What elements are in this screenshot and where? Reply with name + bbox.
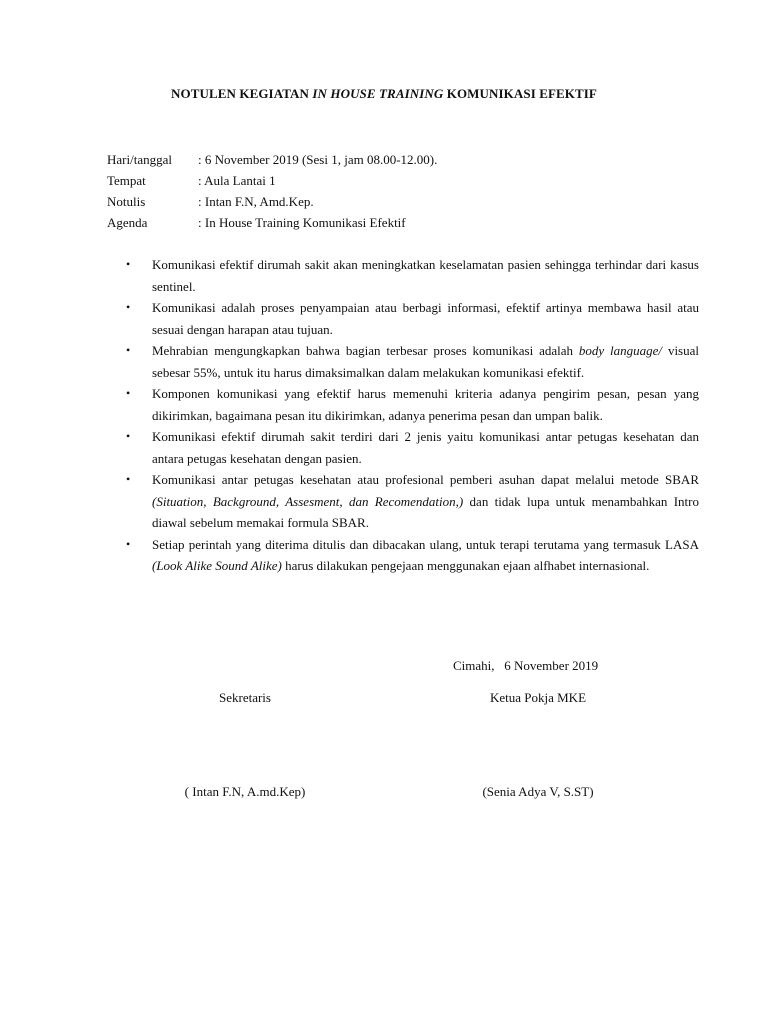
text-run: harus dilakukan pengejaan menggunakan ejaan alfhabet internasional.: [281, 558, 650, 573]
title-part-1: NOTULEN KEGIATAN: [171, 86, 313, 101]
text-run: Komunikasi adalah proses penyampaian atau berbagi informasi, efektif artinya membawa hasil atau sesuai dengan harapan atau tujuan.: [152, 300, 699, 337]
list-item: [126, 254, 699, 297]
list-item-text: [152, 472, 699, 530]
meta-value: : Aula Lantai 1: [198, 173, 276, 188]
chair-name: (Senia Adya V, S.ST): [482, 784, 594, 799]
text-run: Komunikasi efektif dirumah sakit akan meningkatkan keselamatan pasien sehingga terhindar dari kasus sentinel.: [152, 257, 699, 294]
list-item-text: [152, 386, 699, 423]
notes-list: [126, 254, 699, 577]
list-item: [126, 534, 699, 577]
italic-run: body language/: [578, 343, 663, 358]
text-run: Komunikasi antar petugas kesehatan atau profesional pemberi asuhan dapat melalui metode SBAR: [152, 472, 699, 487]
bullet-icon: •: [126, 536, 131, 551]
chair-title: Ketua Pokja MKE: [489, 690, 587, 705]
italic-run: (Look Alike Sound Alike): [152, 558, 282, 573]
text-run: Komponen komunikasi yang efektif harus memenuhi kriteria adanya pengirim pesan, pesan yang dikirimkan, bagaimana pesan itu dikirimkan, adanya penerima pesan dan umpan balik.: [152, 386, 699, 423]
bullet-icon: •: [126, 472, 131, 486]
text-run: visual sebesar 55%, untuk itu harus dimaksimalkan dalam melakukan komunikasi efektif.: [152, 343, 699, 380]
bullet-icon: •: [126, 257, 131, 271]
meta-row-date: [107, 149, 667, 170]
meta-row-place: [107, 170, 667, 191]
list-item: [126, 469, 699, 534]
bullet-icon: •: [126, 300, 131, 314]
list-item-text: [152, 300, 699, 337]
bullet-icon: •: [126, 429, 131, 443]
list-item-text: [152, 257, 699, 294]
list-item-text: [152, 343, 699, 380]
text-run: dan tidak lupa untuk menambahkan Intro diawal sebelum memakai formula SBAR.: [152, 493, 699, 530]
meta-value: : 6 November 2019 (Sesi 1, jam 08.00-12.00).: [198, 152, 438, 167]
document-title: [0, 86, 768, 102]
place-date: Cimahi, 6 November 2019: [453, 658, 599, 673]
title-part-2-italic: IN HOUSE TRAINING: [312, 86, 444, 101]
meta-label: Agenda: [107, 215, 148, 230]
italic-run: (Situation, Background, Assesment, dan Recomendation,): [152, 493, 464, 509]
bullet-icon: •: [126, 343, 131, 357]
list-item: [126, 383, 699, 426]
text-run: Mehrabian mengungkapkan bahwa bagian terbesar proses komunikasi adalah: [152, 343, 579, 358]
list-item: [126, 340, 699, 383]
text-run: Komunikasi efektif dirumah sakit terdiri dari 2 jenis yaitu komunikasi antar petugas kesehatan dan antara petugas kesehatan dengan pasien.: [152, 429, 699, 466]
meta-value: : Intan F.N, Amd.Kep.: [198, 194, 314, 209]
list-item-text: [152, 537, 699, 574]
secretary-title: Sekretaris: [219, 690, 271, 705]
meta-label: Hari/tanggal: [107, 152, 172, 167]
meta-label: Notulis: [107, 194, 146, 209]
list-item: [126, 297, 699, 340]
meta-row-agenda: [107, 212, 667, 233]
meta-info: [107, 149, 667, 233]
meta-row-notetaker: [107, 191, 667, 212]
meta-label: Tempat: [107, 173, 146, 188]
text-run: Setiap perintah yang diterima ditulis dan dibacakan ulang, untuk terapi terutama yang termasuk LASA: [152, 536, 699, 552]
list-item-text: [152, 429, 699, 466]
list-item: [126, 426, 699, 469]
title-part-3: KOMUNIKASI EFEKTIF: [443, 86, 597, 101]
bullet-icon: •: [126, 386, 131, 400]
secretary-name: ( Intan F.N, A.md.Kep): [184, 784, 306, 799]
meta-value: : In House Training Komunikasi Efektif: [198, 215, 406, 230]
